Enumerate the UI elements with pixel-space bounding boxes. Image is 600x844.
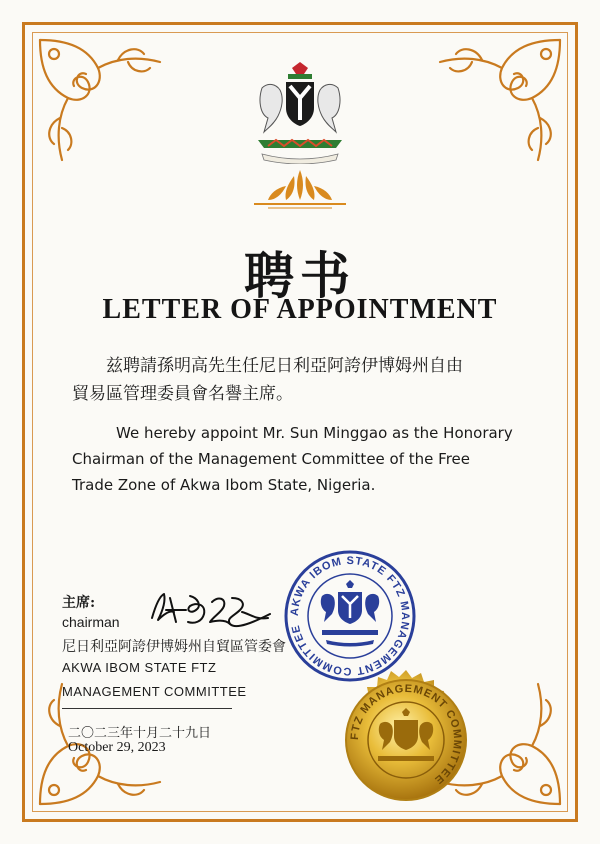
corner-ornament-icon xyxy=(422,28,572,178)
body-chinese-line: 兹聘請孫明高先生任尼日利亞阿誇伊博姆州自由 xyxy=(106,356,463,376)
body-chinese xyxy=(72,352,532,408)
organization-name-chinese: 尼日利亞阿誇伊博姆州自貿區管委會 xyxy=(62,639,286,655)
ftz-official-stamp xyxy=(282,548,418,684)
body-chinese-line: 貿易區管理委員會名譽主席。 xyxy=(72,384,293,404)
date-chinese: 二〇二三年十月二十九日 xyxy=(68,726,212,741)
organization-name-english: AKWA IBOM STATE FTZ xyxy=(62,660,217,675)
title-chinese: 聘书 xyxy=(244,246,356,305)
body-english-line: We hereby appoint Mr. Sun Minggao as the Honorary xyxy=(116,424,513,442)
date-divider xyxy=(62,708,232,709)
date-english: October 29, 2023 xyxy=(68,740,166,755)
body-english-line: Trade Zone of Akwa Ibom State, Nigeria. xyxy=(72,476,376,494)
coat-of-arms-icon xyxy=(248,60,352,164)
seal-ring-text: FTZ MANAGEMENT COMMITTEE xyxy=(348,682,464,787)
organization-name-english: MANAGEMENT COMMITTEE xyxy=(62,684,247,699)
stamp-ring-text: AKWA IBOM STATE FTZ MANAGEMENT COMMITTEE xyxy=(288,554,412,678)
chairman-label-chinese: 主席: xyxy=(62,595,96,611)
handwritten-signature xyxy=(146,588,286,634)
decorative-flourish-icon xyxy=(250,164,350,212)
gold-foil-seal xyxy=(334,668,478,812)
chairman-label-english: chairman xyxy=(62,614,120,630)
title-english: LETTER OF APPOINTMENT xyxy=(102,294,498,325)
body-english xyxy=(72,420,534,498)
corner-ornament-icon xyxy=(28,28,178,178)
body-english-line: Chairman of the Management Committee of the Free xyxy=(72,450,470,468)
